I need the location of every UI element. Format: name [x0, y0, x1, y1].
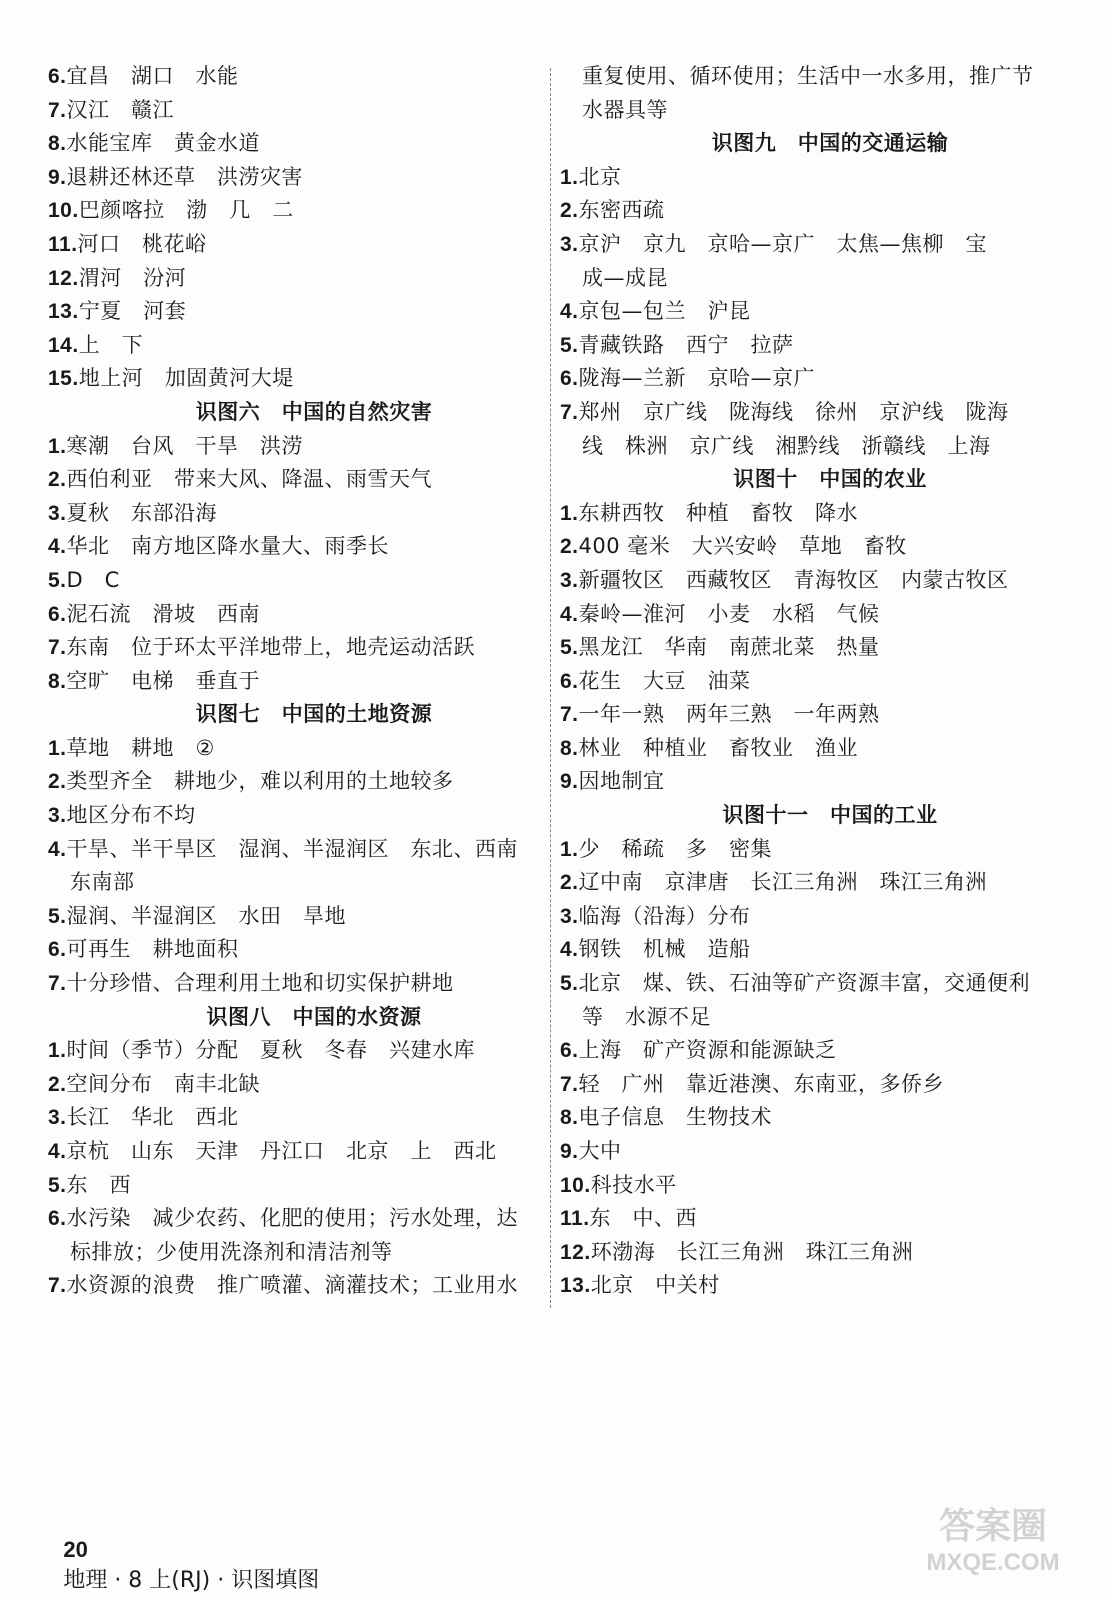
answer-item	[560, 396, 1060, 430]
answer-item	[48, 665, 540, 699]
section-heading-text: 识图六 中国的自然灾害	[195, 399, 433, 424]
section-heading	[560, 799, 1060, 833]
answer-number: 8.	[560, 1106, 579, 1130]
answer-item	[48, 1101, 540, 1135]
answer-item	[560, 833, 1060, 867]
answer-item	[560, 933, 1060, 967]
answer-number: 5.	[48, 904, 67, 928]
answer-text: 泥石流 滑坡 西南	[66, 601, 261, 626]
answer-number: 3.	[48, 804, 67, 828]
answer-text: 草地 耕地 ②	[66, 735, 215, 760]
left-column	[48, 60, 540, 1303]
page-footer	[48, 1512, 319, 1594]
answer-text: 寒潮 台风 干旱 洪涝	[66, 433, 304, 458]
answer-text: 东密西疏	[578, 198, 665, 223]
answer-item	[560, 866, 1060, 900]
answer-text: 空旷 电梯 垂直于	[66, 668, 261, 693]
section-heading	[48, 698, 540, 732]
watermark-url: MXQE.COM	[926, 1549, 1060, 1576]
answer-item	[560, 1068, 1060, 1102]
section-heading-text: 识图十一 中国的工业	[722, 803, 938, 828]
answer-text: 郑州 京广线 陇海线 徐州 京沪线 陇海	[578, 399, 1009, 424]
answer-text: D C	[66, 567, 120, 592]
answer-text: 大中	[578, 1139, 622, 1163]
answer-item	[48, 1068, 540, 1102]
right-column	[560, 60, 1060, 1303]
answer-number: 8.	[48, 132, 67, 156]
answer-number: 9.	[560, 770, 579, 794]
answer-item	[48, 967, 540, 1001]
answer-text: 空间分布 南丰北缺	[66, 1071, 261, 1096]
answer-item	[560, 1135, 1060, 1169]
answer-number: 1.	[560, 501, 579, 525]
answer-item	[48, 1202, 540, 1236]
answer-item	[48, 933, 540, 967]
answer-text: 宜昌 湖口 水能	[66, 64, 239, 88]
answer-number: 13.	[48, 300, 79, 324]
answer-text: 华北 南方地区降水量大、雨季长	[66, 534, 390, 559]
answer-number: 6.	[48, 1207, 67, 1231]
answer-text: 上海 矿产资源和能源缺乏	[578, 1038, 837, 1063]
answer-text: 一年一熟 两年三熟 一年两熟	[578, 702, 880, 727]
answer-text: 环渤海 长江三角洲 珠江三角洲	[590, 1239, 914, 1264]
answer-text: 地上河 加固黄河大堤	[78, 366, 294, 391]
answer-number: 14.	[48, 333, 79, 357]
answer-continuation: 标排放；少使用洗涤剂和清洁剂等	[70, 1239, 393, 1264]
answer-number: 11.	[48, 232, 78, 256]
answer-number: 2.	[560, 871, 579, 895]
answer-item	[48, 161, 540, 195]
answer-item	[560, 765, 1060, 799]
answer-item	[560, 530, 1060, 564]
answer-number: 4.	[48, 1140, 67, 1163]
answer-item	[48, 127, 540, 161]
answer-text: 时间（季节）分配 夏秋 冬春 兴建水库	[66, 1038, 476, 1063]
answer-text: 可再生 耕地面积	[66, 937, 239, 962]
section-heading	[560, 463, 1060, 497]
answer-item	[560, 295, 1060, 329]
answer-number: 4.	[560, 602, 579, 626]
answer-number: 6.	[560, 669, 579, 693]
answer-number: 13.	[560, 1274, 591, 1298]
watermark-logo	[898, 1498, 1088, 1578]
section-heading-text: 识图十 中国的农业	[733, 467, 927, 492]
answer-text: 渭河 汾河	[78, 265, 187, 290]
answer-item	[48, 1135, 540, 1169]
answer-text: 东耕西牧 种植 畜牧 降水	[578, 500, 859, 525]
answer-continuation: 成—成昆	[582, 265, 668, 290]
answer-item	[560, 194, 1060, 228]
answer-text: 京沪 京九 京哈—京广 太焦—焦柳 宝	[578, 231, 988, 256]
answer-continuation: 水器具等	[582, 97, 668, 122]
answer-item	[48, 194, 540, 228]
answer-number: 3.	[560, 904, 579, 928]
answer-item	[48, 799, 540, 833]
answer-item	[560, 1169, 1060, 1203]
answer-item	[48, 94, 540, 128]
answer-text: 林业 种植业 畜牧业 渔业	[578, 735, 859, 760]
answer-number: 2.	[48, 468, 67, 492]
answer-number: 5.	[560, 972, 579, 996]
answer-item	[48, 530, 540, 564]
answer-item	[560, 631, 1060, 665]
answer-item	[48, 60, 540, 94]
answer-number: 5.	[48, 1173, 67, 1197]
answer-item	[48, 631, 540, 665]
answer-number: 7.	[560, 1072, 579, 1096]
section-heading-text: 识图九 中国的交通运输	[711, 131, 949, 156]
answer-number: 5.	[560, 636, 579, 660]
answer-item	[560, 497, 1060, 531]
answer-text: 干旱、半干旱区 湿润、半湿润区 东北、西南	[66, 836, 519, 861]
answer-item	[560, 329, 1060, 363]
answer-number: 4.	[48, 837, 67, 861]
answer-number: 4.	[560, 938, 579, 962]
section-heading	[48, 1001, 540, 1035]
answer-text: 地区分布不均	[66, 803, 196, 828]
answer-text: 上 下	[78, 332, 144, 357]
answer-text: 西伯利亚 带来大风、降温、雨雪天气	[66, 467, 433, 492]
answer-number: 2.	[560, 535, 579, 559]
answer-text: 汉江 赣江	[66, 97, 175, 122]
answer-number: 12.	[560, 1240, 591, 1264]
answer-text: 北京 中关村	[590, 1273, 720, 1298]
answer-text: 花生 大豆 油菜	[578, 668, 751, 693]
answer-item	[48, 564, 540, 598]
answer-number: 3.	[560, 568, 579, 592]
answer-text: 河口 桃花峪	[77, 231, 207, 256]
answer-item	[560, 665, 1060, 699]
answer-text: 东 中、西	[589, 1206, 698, 1231]
answer-number: 3.	[48, 1106, 67, 1130]
answer-text: 退耕还林还草 洪涝灾害	[66, 164, 304, 189]
answer-item	[560, 228, 1060, 262]
answer-item	[560, 362, 1060, 396]
answer-text: 十分珍惜、合理利用土地和切实保护耕地	[66, 971, 454, 996]
answer-text: 新疆牧区 西藏牧区 青海牧区 内蒙古牧区	[578, 567, 1009, 592]
answer-text: 长江 华北 西北	[66, 1105, 239, 1130]
answer-item	[560, 564, 1060, 598]
answer-text: 宁夏 河套	[78, 299, 187, 324]
answer-number: 7.	[48, 636, 67, 660]
answer-number: 9.	[48, 165, 67, 189]
answer-number: 7.	[560, 400, 579, 424]
answer-text: 电子信息 生物技术	[578, 1105, 773, 1130]
answer-item	[48, 295, 540, 329]
answer-text: 秦岭—淮河 小麦 水稻 气候	[578, 601, 880, 626]
book-title: 地理 · 8 上(RJ) · 识图填图	[63, 1568, 320, 1593]
answer-number: 1.	[48, 434, 67, 458]
answer-text: 东 西	[66, 1172, 132, 1197]
answer-number: 1.	[48, 736, 67, 760]
answer-item	[48, 1269, 540, 1303]
answer-item	[48, 1169, 540, 1203]
answer-number: 2.	[560, 199, 579, 223]
answer-item	[560, 1034, 1060, 1068]
answer-text: 夏秋 东部沿海	[66, 500, 218, 525]
answer-text: 因地制宜	[578, 769, 665, 794]
answer-item	[48, 900, 540, 934]
answer-number: 4.	[560, 300, 579, 324]
answer-item	[560, 698, 1060, 732]
answer-number: 6.	[48, 938, 67, 962]
answer-text: 黑龙江 华南 南蔗北菜 热量	[578, 635, 880, 660]
answer-number: 4.	[48, 535, 67, 559]
answer-item	[48, 329, 540, 363]
answer-number: 15.	[48, 367, 79, 391]
answer-continuation: 东南部	[70, 870, 135, 895]
answer-number: 3.	[48, 501, 67, 525]
answer-item	[48, 598, 540, 632]
answer-text: 水能宝库 黄金水道	[66, 131, 261, 156]
answer-item	[48, 463, 540, 497]
answer-item	[48, 430, 540, 464]
answer-number: 5.	[560, 333, 579, 357]
answer-number: 7.	[48, 972, 67, 996]
answer-text: 400 毫米 大兴安岭 草地 畜牧	[578, 534, 907, 559]
answer-text: 钢铁 机械 造船	[578, 937, 751, 962]
answer-number: 7.	[48, 1274, 67, 1298]
answer-number: 9.	[560, 1140, 579, 1163]
answer-number: 5.	[48, 568, 67, 592]
column-divider	[550, 68, 551, 1308]
answer-item	[560, 598, 1060, 632]
answer-item	[48, 497, 540, 531]
answer-text: 京包—包兰 沪昆	[578, 299, 751, 324]
answer-text: 少 稀疏 多 密集	[578, 836, 773, 861]
answer-item	[48, 732, 540, 766]
answer-text: 水污染 减少农药、化肥的使用；污水处理，达	[66, 1206, 519, 1231]
answer-number: 2.	[48, 770, 67, 794]
answer-continuation: 线 株洲 京广线 湘黔线 浙赣线 上海	[582, 433, 991, 458]
answer-text: 陇海—兰新 京哈—京广	[578, 366, 816, 391]
answer-number: 6.	[560, 367, 579, 391]
answer-text: 临海（沿海）分布	[578, 903, 751, 928]
answer-item	[48, 362, 540, 396]
answer-continuation: 重复使用、循环使用；生活中一水多用，推广节	[582, 64, 1034, 88]
section-heading-text: 识图七 中国的土地资源	[195, 702, 433, 727]
answer-number: 7.	[48, 98, 67, 122]
section-heading-text: 识图八 中国的水资源	[206, 1004, 422, 1029]
answer-text: 湿润、半湿润区 水田 旱地	[66, 903, 347, 928]
answer-text: 青藏铁路 西宁 拉萨	[578, 332, 794, 357]
answer-item	[560, 1202, 1060, 1236]
answer-text: 轻 广州 靠近港澳、东南亚，多侨乡	[578, 1071, 945, 1096]
answer-number: 3.	[560, 232, 579, 256]
answer-item	[560, 1101, 1060, 1135]
answer-number: 1.	[48, 1039, 67, 1063]
answer-item	[560, 732, 1060, 766]
answer-text: 京杭 山东 天津 丹江口 北京 上 西北	[66, 1139, 497, 1163]
answer-number: 10.	[48, 199, 79, 223]
answer-item	[560, 1236, 1060, 1270]
answer-item	[48, 228, 540, 262]
answer-text: 北京	[578, 164, 622, 189]
answer-number: 2.	[48, 1072, 67, 1096]
answer-item	[48, 262, 540, 296]
answer-item	[48, 1034, 540, 1068]
answer-number: 6.	[48, 65, 67, 88]
answer-number: 11.	[560, 1207, 590, 1231]
answer-number: 8.	[48, 669, 67, 693]
answer-item	[48, 833, 540, 867]
section-heading	[48, 396, 540, 430]
section-heading	[560, 127, 1060, 161]
answer-item	[48, 765, 540, 799]
answer-number: 8.	[560, 736, 579, 760]
answer-number: 1.	[560, 837, 579, 861]
answer-text: 东南 位于环太平洋地带上，地壳运动活跃	[66, 635, 476, 660]
answer-text: 类型齐全 耕地少，难以利用的土地较多	[66, 769, 454, 794]
answer-item	[560, 161, 1060, 195]
answer-text: 水资源的浪费 推广喷灌、滴灌技术；工业用水	[66, 1273, 519, 1298]
answer-number: 1.	[560, 165, 579, 189]
watermark-text: 答案圈	[938, 1506, 1048, 1547]
answer-item	[560, 900, 1060, 934]
answer-item	[560, 967, 1060, 1001]
answer-number: 10.	[560, 1173, 591, 1197]
answer-text: 辽中南 京津唐 长江三角洲 珠江三角洲	[578, 870, 988, 895]
answer-item	[560, 1269, 1060, 1303]
answer-number: 12.	[48, 266, 79, 290]
answer-number: 6.	[48, 602, 67, 626]
page-number: 20	[63, 1537, 88, 1562]
answer-text: 北京 煤、铁、石油等矿产资源丰富，交通便利	[578, 971, 1031, 996]
answer-text: 巴颜喀拉 渤 几 二	[78, 198, 294, 223]
answer-text: 科技水平	[590, 1172, 677, 1197]
answer-number: 6.	[560, 1039, 579, 1063]
answer-continuation: 等 水源不足	[582, 1004, 711, 1029]
answer-number: 7.	[560, 703, 579, 727]
